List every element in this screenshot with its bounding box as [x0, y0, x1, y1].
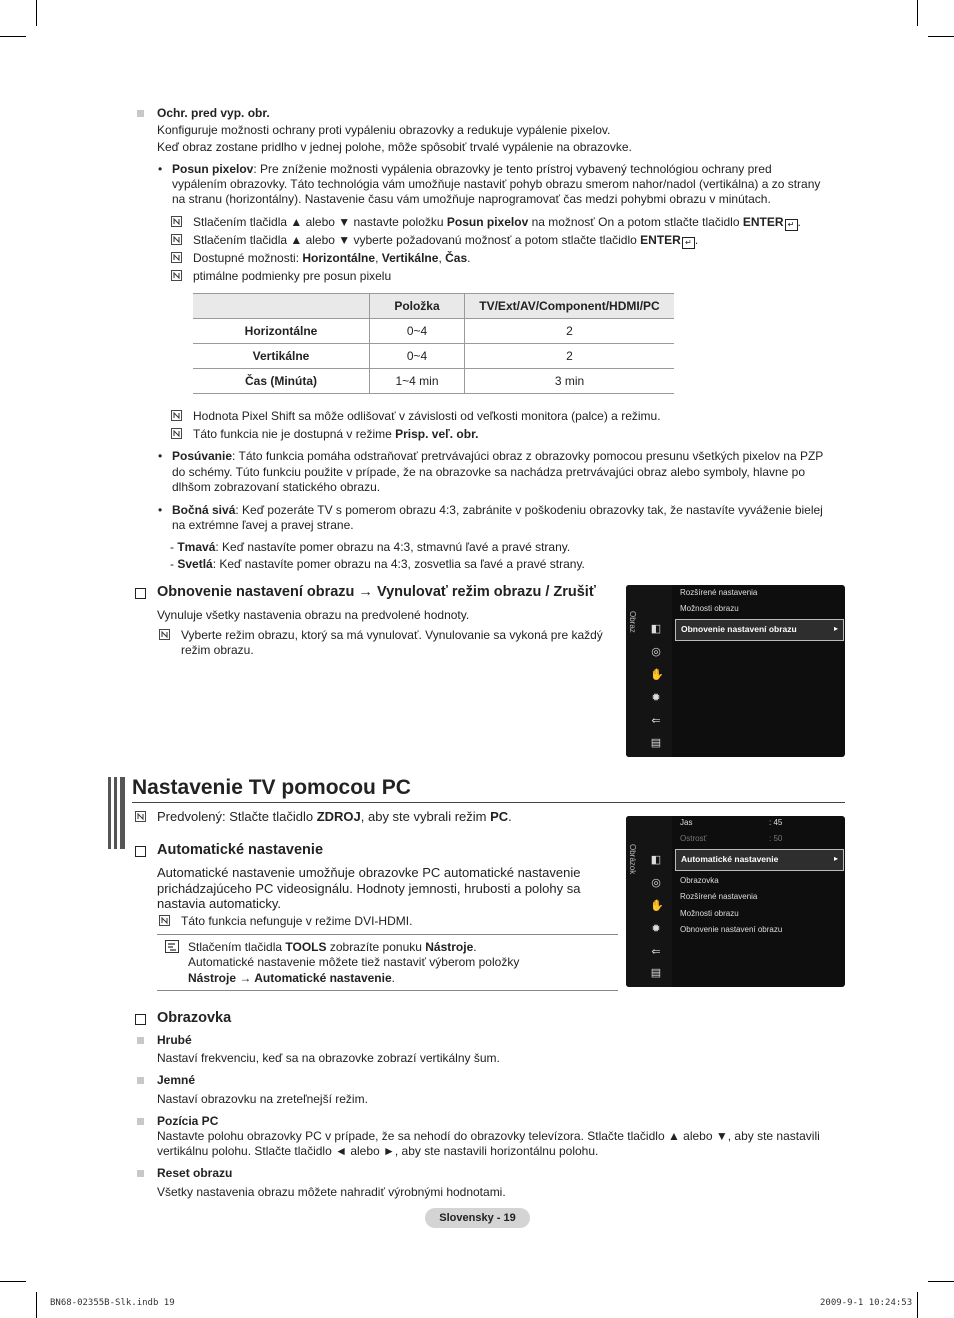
text-line: Stlačením tlačidla TOOLS zobrazíte ponuku Nástroje. [188, 940, 477, 954]
menu-item[interactable]: Možnosti obrazu [680, 909, 739, 918]
term: ENTER [742, 215, 784, 229]
menu-item[interactable]: Možnosti obrazu [680, 604, 739, 613]
text-line: do schémy. Túto funkciu použite v prípade, že na obrazovke sa nachádza pretrvávajúci obraz alebo symboly, hlavne po [172, 465, 806, 479]
item-title: Hrubé [157, 1033, 192, 1047]
menu-item[interactable]: Rozšírené nastavenia [680, 588, 758, 597]
note-icon [171, 270, 182, 281]
text-line: Konfiguruje možnosti ochrany proti vypáleniu obrazovky a redukuje vypálenie pixelov. [157, 123, 611, 137]
tools-rule [157, 990, 618, 991]
text-line [172, 162, 772, 177]
menu-item-value: : 50 [769, 834, 783, 843]
table-cell: 1~4 min [370, 369, 465, 394]
text-line: Stlačením tlačidla ▲ alebo ▼ nastavte položku Posun pixelov na možnosť On a potom stlačte tlačidlo ENTER ↵ . [193, 215, 801, 229]
term: Posun pixelov [446, 215, 529, 229]
crop-mark [917, 0, 918, 26]
tv-menu-screenshot [626, 585, 845, 757]
text-span: Táto funkcia nie je dostupná v režime [193, 427, 396, 441]
section-bar [108, 777, 111, 849]
input-icon: ⇐ [651, 715, 661, 727]
text-line: vypálením obrazovky. Táto technológia vám umožňuje nastaviť pohyb obrazu smerom nahor/nadol (vertikálna) a zo strany [172, 177, 821, 191]
text-line: - Tmavá: Keď nastavíte pomer obrazu na 4:3, stmavnú ľavé a pravé strany. [170, 540, 571, 554]
section-bar [114, 777, 117, 849]
checkbox-heading-icon [135, 588, 146, 599]
text-line: Nástroje → Automatické nastavenie. [188, 971, 395, 985]
square-bullet-icon [137, 110, 144, 117]
page-section-title: Nastavenie TV pomocou PC [132, 776, 411, 799]
section-heading: Automatické nastavenie [157, 842, 324, 858]
square-bullet-icon [137, 1170, 144, 1177]
text-line: na stranu (horizontálny). Nastavenie času vám umožňuje naprogramovať čas medzi pohybmi obrazu v minútach. [172, 192, 771, 206]
bullet-dot: • [158, 503, 163, 517]
channel-icon: ✋ [650, 900, 664, 912]
text-line: Automatické nastavenie môžete tiež nastaviť výberom položky [188, 955, 520, 969]
note-icon [171, 234, 182, 245]
footer-timestamp: 2009-9-1 10:24:53 [820, 1298, 913, 1308]
term: PC [490, 809, 509, 824]
text-line [193, 427, 478, 442]
table-header-cell [193, 294, 370, 319]
text-line: Predvolený: Stlačte tlačidlo ZDROJ, aby ste vybrali režim PC. [157, 809, 512, 824]
term: Posúvanie [172, 449, 233, 463]
crop-mark [917, 1292, 918, 1318]
text-line: Hodnota Pixel Shift sa môže odlišovať v závislosti od veľkosti monitora (palce) a režimu. [193, 409, 661, 423]
setup-icon: ✹ [651, 692, 661, 704]
text-line: Dostupné možnosti: Horizontálne, Vertikálne, Čas. [193, 251, 471, 265]
text-line: Nastaví frekvenciu, keď sa na obrazovke zobrazí vertikálny šum. [157, 1051, 500, 1065]
item-title: Pozícia PC [157, 1114, 219, 1128]
term: Nástroje [425, 940, 474, 954]
text-span: : Táto funkcia pomáha odstraňovať pretrvávajúci obraz z obrazovky pomocou presunu všetkých pixelov na PZP [232, 449, 824, 463]
enter-icon: ↵ [785, 219, 798, 231]
text-span: Stlačením tlačidla ▲ alebo ▼ vyberte požadovanú možnosť a potom stlačte tlačidlo [193, 233, 641, 247]
text-span: Dostupné možnosti: [193, 251, 303, 265]
menu-sidebar [626, 816, 672, 987]
section-bar [120, 777, 125, 849]
text-span: , aby ste vybrali režim [360, 809, 491, 824]
text-line [172, 449, 823, 464]
table-cell: Horizontálne [193, 319, 370, 344]
footer-file-info: BN68-02355B-Slk.indb 19 [50, 1298, 175, 1308]
term: Vertikálne [381, 251, 439, 265]
enter-icon: ↵ [682, 237, 695, 249]
menu-item-value: : 45 [769, 818, 783, 827]
square-bullet-icon [137, 1037, 144, 1044]
text-line: nastavia automaticky. [157, 896, 282, 911]
table-cell: Vertikálne [193, 344, 370, 369]
title-rule [132, 802, 845, 803]
menu-item[interactable]: Obrazovka [680, 876, 719, 885]
setup-icon: ✹ [651, 923, 661, 935]
text-span: Stlačením tlačidla [188, 940, 286, 954]
text-span: : Keď nastavíte pomer obrazu na 4:3, zosvetlia sa ľavé a pravé strany. [212, 557, 585, 571]
text-line: ptimálne podmienky pre posun pixelu [193, 269, 392, 283]
term: ENTER [640, 233, 681, 247]
text-line: Nastavte polohu obrazovky PC v prípade, že sa nehodí do obrazovky televízora. Stlačte tlačidlo ▲ alebo ▼, aby ste nastavili [157, 1129, 820, 1143]
crop-mark [928, 36, 954, 37]
bullet-dot: • [158, 162, 163, 176]
menu-item-label: Automatické nastavenie [681, 854, 779, 864]
arrow-right-icon: ▸ [833, 624, 838, 633]
note-icon [171, 410, 182, 421]
text-span: : Pre zníženie možnosti vypálenia obrazovky je tento prístroj vybavený technológiou ochrany pred [253, 162, 772, 176]
support-icon: ▤ [650, 737, 662, 749]
channel-icon: ✋ [650, 669, 664, 681]
text-span: Stlačením tlačidla ▲ alebo ▼ nastavte položku [193, 215, 447, 229]
text-line: Vynuluje všetky nastavenia obrazu na predvolené hodnoty. [157, 608, 470, 622]
support-icon: ▤ [650, 967, 662, 979]
crop-mark [0, 36, 26, 37]
item-title: Ochr. pred vyp. obr. [157, 106, 270, 120]
menu-item-label: Ostrosť [680, 834, 707, 843]
text-line: prichádzajúceho PC videosignálu. Hodnoty jemnosti, hrubosti a polohy sa [157, 881, 581, 896]
note-icon [171, 428, 182, 439]
menu-item-selected[interactable] [675, 849, 844, 871]
crop-mark [36, 0, 37, 26]
crop-mark [928, 1281, 954, 1282]
term: Nástroje → Automatické nastavenie [188, 971, 392, 985]
text-line: Všetky nastavenia obrazu môžete nahradiť výrobnými hodnotami. [157, 1185, 506, 1199]
text-line: - Svetlá: Keď nastavíte pomer obrazu na 4:3, zosvetlia sa ľavé a pravé strany. [170, 557, 585, 571]
checkbox-heading-icon [135, 846, 146, 857]
table-cell: 3 min [465, 369, 675, 394]
bullet-dot: • [158, 449, 163, 463]
note-icon [159, 915, 170, 926]
note-icon [171, 216, 182, 227]
note-icon [159, 629, 170, 640]
term: Tmavá [177, 540, 216, 554]
input-icon: ⇐ [651, 946, 661, 958]
term: TOOLS [285, 940, 327, 954]
term: Posun pixelov [172, 162, 254, 176]
term: Prisp. veľ. obr. [395, 427, 479, 441]
table-header-row [193, 294, 674, 319]
table-cell: 2 [465, 319, 675, 344]
table-cell: 0~4 [370, 319, 465, 344]
menu-item-selected[interactable] [675, 619, 844, 641]
tv-menu-screenshot [626, 816, 845, 987]
tools-icon [165, 940, 179, 953]
table-row [193, 319, 674, 344]
text-span: na možnosť On a potom stlačte tlačidlo [528, 215, 743, 229]
crop-mark [36, 1292, 37, 1318]
menu-item-label: Obnovenie nastavení obrazu [681, 624, 797, 634]
text-line: Nastaví obrazovku na zreteľnejší režim. [157, 1092, 368, 1106]
square-bullet-icon [137, 1077, 144, 1084]
text-line: Automatické nastavenie umožňuje obrazovke PC automatické nastavenie [157, 865, 581, 880]
text-line: dlhšom zobrazovaní statického obrazu. [172, 480, 381, 494]
note-icon [171, 252, 182, 263]
term: Bočná sivá [172, 503, 236, 517]
text-line: Stlačením tlačidla ▲ alebo ▼ vyberte požadovanú možnosť a potom stlačte tlačidlo ENTER ↵ . [193, 233, 699, 247]
tools-rule [157, 934, 618, 935]
term: Čas [445, 251, 468, 265]
term: ZDROJ [316, 809, 361, 824]
menu-side-label: Obraz [628, 611, 637, 633]
menu-item[interactable]: Rozšírené nastavenia [680, 892, 758, 901]
text-line: režim obrazu. [181, 643, 254, 657]
text-line: Keď obraz zostane pridlho v jednej polohe, môže spôsobiť trvalé vypálenie na obrazovke. [157, 140, 632, 154]
pixel-shift-table [193, 293, 674, 394]
text-line [172, 503, 823, 518]
picture-icon: ◧ [650, 854, 662, 866]
text-line: Táto funkcia nefunguje v režime DVI-HDMI. [181, 914, 413, 928]
page-number-badge: Slovensky - 19 [425, 1208, 530, 1228]
table-cell: 0~4 [370, 344, 465, 369]
term: Svetlá [177, 557, 213, 571]
table-row [193, 344, 674, 369]
menu-item[interactable]: Obnovenie nastavení obrazu [680, 925, 783, 934]
text-span: : Keď pozeráte TV s pomerom obrazu 4:3, zabránite v poškodeniu obrazovky tak, že nastavíte vyváženie bielej [235, 503, 823, 517]
term: Horizontálne [302, 251, 376, 265]
table-cell: Čas (Minúta) [193, 369, 370, 394]
text-line: vertikálnu polohu. Stlačte tlačidlo ◄ alebo ►, aby ste nastavili horizontálnu polohu. [157, 1144, 599, 1158]
menu-side-label: Obrázok [628, 844, 637, 875]
arrow-right-icon: ▸ [833, 854, 838, 863]
sound-icon: ◎ [651, 646, 661, 658]
sound-icon: ◎ [651, 877, 661, 889]
picture-icon: ◧ [650, 623, 662, 635]
table-header-cell: Položka [370, 294, 465, 319]
note-icon [135, 811, 146, 822]
item-title: Jemné [157, 1073, 196, 1087]
table-row [193, 369, 674, 394]
table-header-cell: TV/Ext/AV/Component/HDMI/PC [465, 294, 675, 319]
text-span: zobrazíte ponuku [326, 940, 426, 954]
menu-item-label: Jas [680, 818, 693, 827]
crop-mark [0, 1281, 26, 1282]
text-line: Vyberte režim obrazu, ktorý sa má vynulovať. Vynulovanie sa vykoná pre každý [181, 628, 603, 642]
item-title: Reset obrazu [157, 1166, 233, 1180]
checkbox-heading-icon [135, 1014, 146, 1025]
text-span: : Keď nastavíte pomer obrazu na 4:3, stmavnú ľavé a pravé strany. [215, 540, 571, 554]
section-heading: Obrazovka [157, 1010, 232, 1026]
square-bullet-icon [137, 1118, 144, 1125]
section-heading: Obnovenie nastavení obrazu → Vynulovať režim obrazu / Zrušiť [157, 584, 596, 600]
table-cell: 2 [465, 344, 675, 369]
text-line: na extrémne ľavej a pravej strane. [172, 518, 354, 532]
text-span: Predvolený: Stlačte tlačidlo [157, 809, 317, 824]
